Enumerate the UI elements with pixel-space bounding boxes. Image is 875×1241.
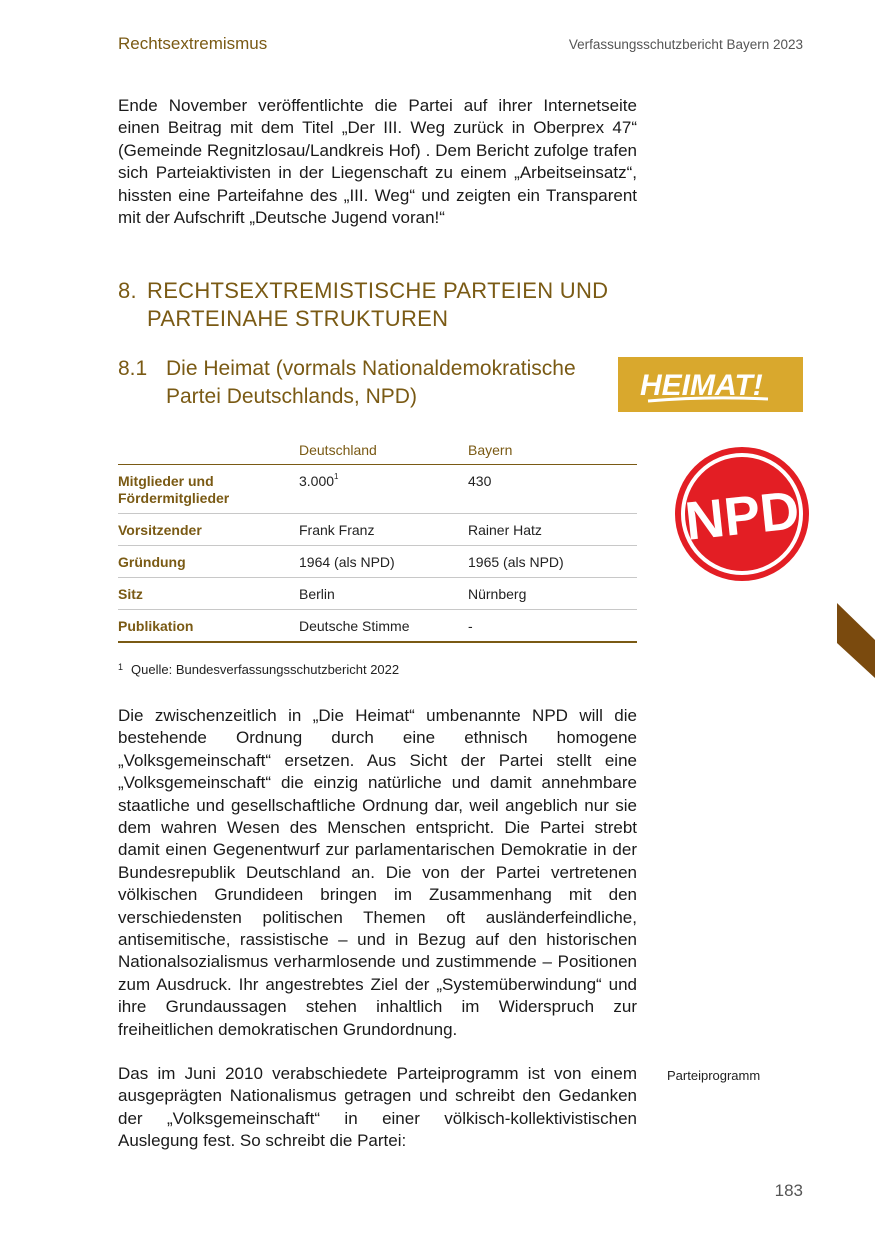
table-header-bayern: Bayern [468, 438, 637, 465]
table-header-empty [118, 438, 299, 465]
row-label: Vorsitzender [118, 514, 299, 546]
table-row [118, 546, 637, 578]
table-row [118, 514, 637, 546]
npd-logo [672, 444, 812, 584]
footnote [118, 662, 399, 677]
footnote-text: Quelle: Bundesverfassungsschutzbericht 2022 [131, 662, 400, 677]
running-header-section: Rechtsextremismus [118, 34, 268, 53]
row-value-deutschland: Deutsche Stimme [299, 610, 468, 643]
body-paragraph-2: Das im Juni 2010 verabschiedete Parteiprogramm ist von einem ausgeprägten Nationalismus getragen und schreibt den Gedanken der „Volksgemeinschaft“ in einer völkisch-kollektivistischen Auslegung fest. So schreibt die Partei: [118, 1064, 637, 1151]
table-header-row [118, 438, 637, 465]
section-number: 8.1 [118, 357, 148, 380]
npd-logo-text: NPD [682, 480, 803, 552]
table-row [118, 578, 637, 610]
row-value-deutschland: 1964 (als NPD) [299, 546, 468, 578]
chapter-number: 8. [118, 278, 137, 303]
heimat-logo-graphic [618, 357, 803, 412]
row-value-deutschland [299, 465, 468, 514]
chapter-heading [118, 277, 678, 333]
table-row [118, 610, 637, 643]
row-label: Gründung [118, 546, 299, 578]
section-title: Die Heimat (vormals Nationaldemokratische Partei Deutschlands, NPD) [166, 357, 576, 408]
tab-marker-shape [837, 603, 875, 678]
margin-note: Parteiprogramm [667, 1068, 761, 1083]
row-value-bayern: Nürnberg [468, 578, 637, 610]
row-value-deutschland: Frank Franz [299, 514, 468, 546]
intro-paragraph: Ende November veröffentlichte die Partei auf ihrer Internetseite einen Beitrag mit dem Titel „Der III. Weg zurück in Oberprex 47“ (Gemeinde Regnitzlosau/Landkreis Hof) . Dem Bericht zufolge trafen sich Parteiaktivisten in der Liegenschaft zu einem „Arbeitseinsatz“, hissten eine Parteifahne des „III. Weg“ und zeigten ein Transparent mit der Aufschrift „Deutsche Jugend voran!“ [118, 96, 637, 228]
row-value-deutschland: Berlin [299, 578, 468, 610]
row-value-bayern: 1965 (als NPD) [468, 546, 637, 578]
heimat-logo [618, 357, 803, 412]
heimat-logo-text: HEIMAT! [640, 369, 763, 402]
footnote-ref: 1 [334, 472, 339, 481]
chapter-title: RECHTSEXTREMISTISCHE PARTEIEN UND PARTEINAHE STRUKTUREN [147, 278, 609, 331]
npd-logo-graphic [672, 444, 812, 584]
row-value-bayern: 430 [468, 465, 637, 514]
tab-marker-polygon [837, 603, 875, 678]
party-facts-table [118, 438, 637, 643]
footnote-number: 1 [118, 662, 124, 672]
table-row [118, 465, 637, 514]
running-header-publication: Verfassungsschutzbericht Bayern 2023 [568, 37, 803, 52]
chapter-tab-marker [837, 603, 875, 678]
row-label: Mitglieder und Fördermitglieder [118, 465, 299, 514]
members-de-value: 3.000 [299, 473, 335, 489]
row-label: Sitz [118, 578, 299, 610]
body-paragraph-1: Die zwischenzeitlich in „Die Heimat“ umbenannte NPD will die bestehende Ordnung durch eine ethnisch homogene „Volksgemeinschaft“ ersetzen. Aus Sicht der Partei stellt eine „Volksgemeinschaft“ die einzig natürliche und damit annehmbare staatliche und gesellschaftliche Ordnung dar, weil angeblich nur sie dem wahren Wesen des Menschen entspricht. Die Partei strebt damit einen Gegenentwurf zur parlamentarischen Demokratie in der Bundesrepublik Deutschland an. Die von der Partei vertretenen völkischen Grundideen bringen im Zusammenhang mit den verschiedensten politischen Themen oft ausländerfeindliche, antisemitische, rassistische – und in Bezug auf den historischen Nationalsozialismus verharmlosende und zustimmende – Positionen zum Ausdruck. Ihr angestrebtes Ziel der „Systemüberwindung“ und ihre Grundaussagen stehen inhaltlich im Widerspruch zur freiheitlichen demokratischen Grundordnung. [118, 706, 637, 1039]
section-heading [118, 355, 598, 411]
row-value-bayern: Rainer Hatz [468, 514, 637, 546]
table-header-deutschland: Deutschland [299, 438, 468, 465]
page-number: 183 [774, 1181, 803, 1200]
row-label: Publikation [118, 610, 299, 643]
row-value-bayern: - [468, 610, 637, 643]
